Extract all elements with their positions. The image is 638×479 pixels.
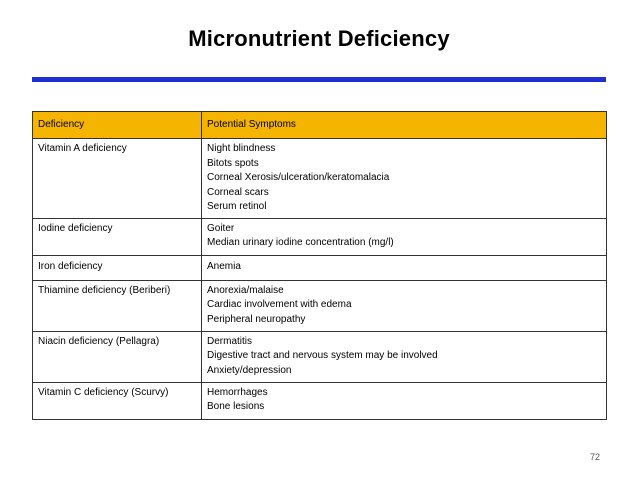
symptom-item: Goiter	[207, 222, 235, 234]
table-row	[33, 280, 607, 331]
symptom-item: Corneal scars	[207, 186, 269, 198]
symptom-item: Bitots spots	[207, 157, 259, 169]
symptoms-cell	[202, 139, 607, 219]
deficiency-cell: Iodine deficiency	[33, 218, 202, 255]
deficiency-cell: Thiamine deficiency (Beriberi)	[33, 280, 202, 331]
symptoms-cell	[202, 331, 607, 382]
deficiency-table-container	[32, 111, 607, 420]
table-row	[33, 139, 607, 219]
symptom-item: Cardiac involvement with edema	[207, 299, 352, 310]
slide-title: Micronutrient Deficiency	[188, 26, 450, 51]
deficiency-cell: Vitamin C deficiency (Scurvy)	[33, 382, 202, 419]
deficiency-table	[32, 111, 607, 420]
header-potential-symptoms: Potential Symptoms	[202, 112, 607, 139]
page-number: 72	[589, 452, 600, 462]
symptom-item: Peripheral neuropathy	[207, 313, 306, 325]
symptom-item: Corneal Xerosis/ulceration/keratomalacia	[207, 172, 390, 183]
table-row	[33, 255, 607, 280]
table-row	[33, 218, 607, 255]
deficiency-cell: Vitamin A deficiency	[33, 139, 202, 219]
title-divider	[32, 77, 606, 82]
symptom-item: Digestive tract and nervous system may be involved	[207, 350, 438, 361]
symptoms-cell	[202, 218, 607, 255]
symptoms-cell	[202, 382, 607, 419]
symptom-item: Anemia	[207, 261, 241, 273]
table-row	[33, 331, 607, 382]
symptoms-cell	[202, 280, 607, 331]
symptom-item: Bone lesions	[207, 401, 265, 412]
header-deficiency: Deficiency	[33, 112, 202, 139]
symptom-item: Dermatitis	[207, 335, 253, 347]
symptom-item: Serum retinol	[207, 201, 267, 212]
symptom-item: Anorexia/malaise	[207, 284, 284, 296]
symptom-item: Hemorrhages	[207, 386, 268, 398]
table-header-row	[33, 112, 607, 139]
symptom-item: Median urinary iodine concentration (mg/l)	[207, 237, 394, 248]
deficiency-cell: Iron deficiency	[33, 255, 202, 280]
symptoms-cell	[202, 255, 607, 280]
symptom-item: Night blindness	[207, 143, 276, 154]
symptom-item: Anxiety/depression	[207, 364, 292, 376]
table-row	[33, 382, 607, 419]
deficiency-cell: Niacin deficiency (Pellagra)	[33, 331, 202, 382]
